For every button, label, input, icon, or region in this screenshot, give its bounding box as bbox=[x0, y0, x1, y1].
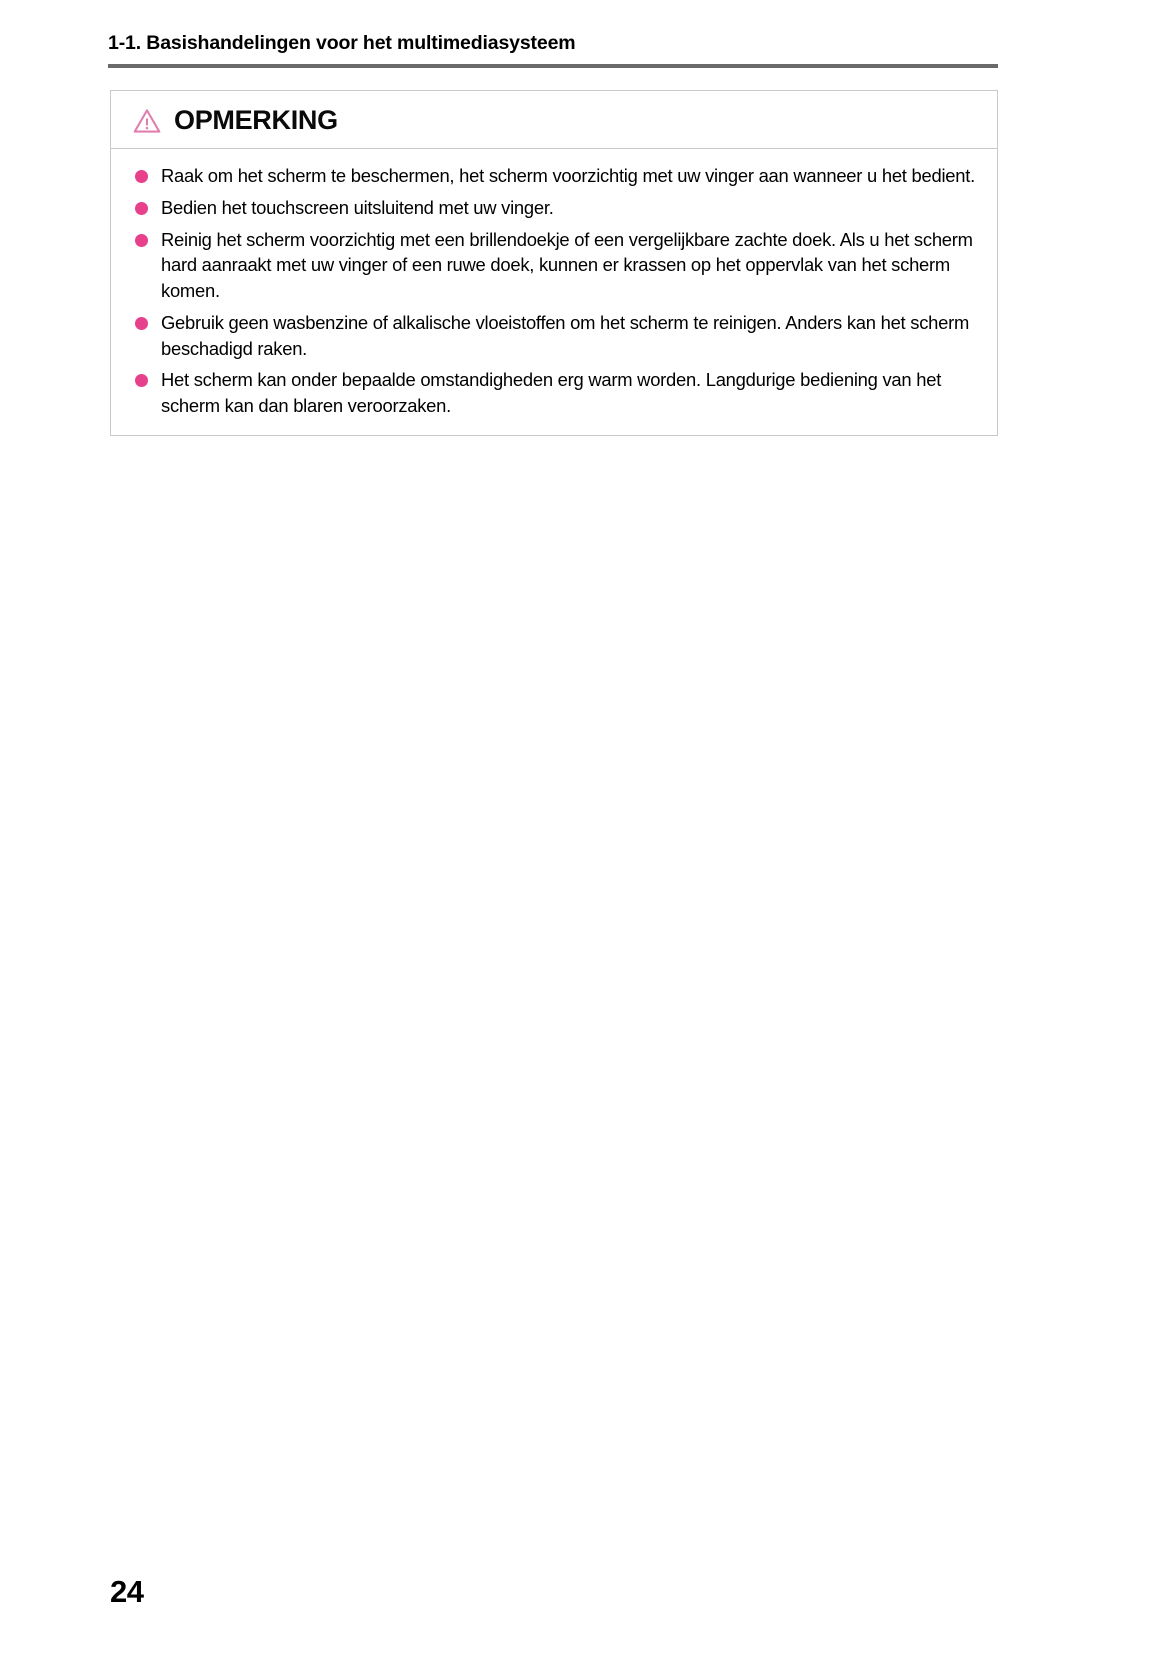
list-item bbox=[129, 367, 981, 419]
notice-header bbox=[111, 91, 997, 149]
list-item-text: Gebruik geen wasbenzine of alkalische vloeistoffen om het scherm te reinigen. Anders kan het scherm beschadigd raken. bbox=[161, 311, 970, 359]
bullet-dot-icon bbox=[135, 234, 148, 247]
list-item-text: Raak om het scherm te beschermen, het scherm voorzichtig met uw vinger aan wanneer u het bedient. bbox=[161, 165, 975, 186]
list-item-text: Het scherm kan onder bepaalde omstandigheden erg warm worden. Langdurige bediening van het scherm kan dan blaren veroorzaken. bbox=[161, 369, 942, 417]
list-item-text: Bedien het touchscreen uitsluitend met uw vinger. bbox=[161, 196, 554, 218]
notice-box bbox=[110, 90, 998, 436]
bullet-dot-icon bbox=[135, 202, 148, 215]
notice-title: OPMERKING bbox=[174, 105, 338, 135]
list-item-text: Reinig het scherm voorzichtig met een brillendoekje of een vergelijkbare zachte doek. Als u het scherm hard aanraakt met uw vinger of een ruwe doek, kunnen er krassen op het oppervlak van het scherm komen. bbox=[161, 228, 973, 302]
warning-triangle-icon bbox=[133, 108, 161, 134]
list-item bbox=[129, 163, 981, 189]
bullet-dot-icon bbox=[135, 170, 148, 183]
notice-body bbox=[111, 149, 997, 435]
list-item bbox=[129, 227, 981, 304]
bullet-dot-icon bbox=[135, 374, 148, 387]
list-item bbox=[129, 195, 981, 221]
list-item bbox=[129, 310, 981, 362]
page-title: 1-1. Basishandelingen voor het multimediasysteem bbox=[108, 32, 576, 54]
bullet-dot-icon bbox=[135, 317, 148, 330]
page-number: 24 bbox=[110, 1574, 144, 1609]
running-header bbox=[108, 32, 998, 68]
notice-list bbox=[129, 163, 981, 419]
header-divider-rule bbox=[108, 64, 998, 68]
